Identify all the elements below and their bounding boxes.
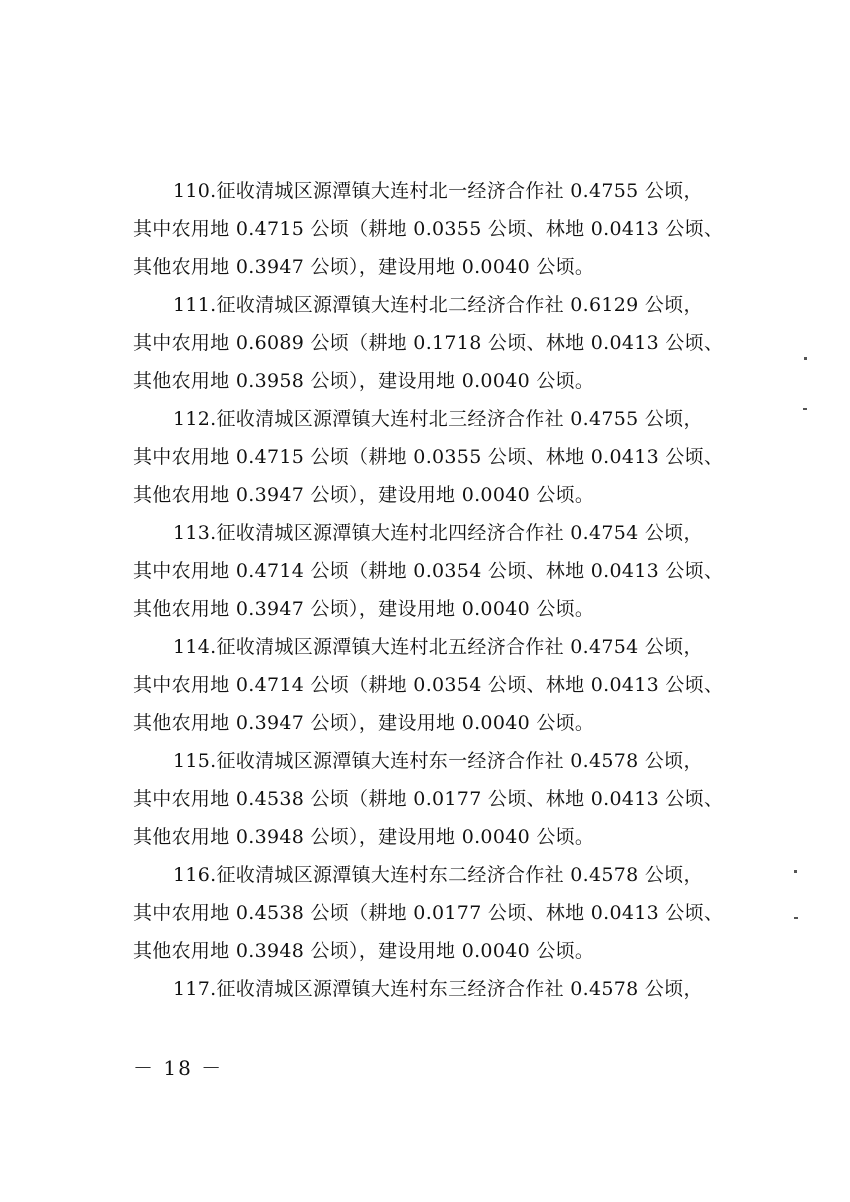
paragraph-line: 117.征收清城区源潭镇大连村东三经济合作社 0.4578 公顷， [173,978,703,1000]
scan-speck [804,357,807,360]
scan-speck [794,870,797,873]
paragraph-112 [133,400,723,514]
paragraph-line: 其他农用地 0.3947 公顷），建设用地 0.0040 公顷。 [133,598,595,620]
paragraph-line: 其中农用地 0.4538 公顷（耕地 0.0177 公顷、林地 0.0413 公顷、 [133,788,724,810]
paragraph-line: 其他农用地 0.3958 公顷），建设用地 0.0040 公顷。 [133,370,595,392]
page-number: － 18 － [133,1056,224,1080]
paragraph-line: 110.征收清城区源潭镇大连村北一经济合作社 0.4755 公顷， [173,180,703,202]
paragraph-line: 112.征收清城区源潭镇大连村北三经济合作社 0.4755 公顷， [173,408,703,430]
paragraph-111 [133,286,723,400]
scan-speck [794,917,798,919]
paragraph-110 [133,172,723,286]
paragraph-116 [133,856,723,970]
paragraph-117 [133,970,723,1008]
paragraph-line: 其他农用地 0.3947 公顷），建设用地 0.0040 公顷。 [133,484,595,506]
document-body [133,172,723,1008]
paragraph-line: 其中农用地 0.6089 公顷（耕地 0.1718 公顷、林地 0.0413 公顷、 [133,332,724,354]
paragraph-line: 115.征收清城区源潭镇大连村东一经济合作社 0.4578 公顷， [173,750,703,772]
paragraph-line: 其他农用地 0.3947 公顷），建设用地 0.0040 公顷。 [133,256,595,278]
paragraph-line: 其中农用地 0.4538 公顷（耕地 0.0177 公顷、林地 0.0413 公顷、 [133,902,724,924]
scan-speck [803,408,807,410]
paragraph-line: 其他农用地 0.3948 公顷），建设用地 0.0040 公顷。 [133,940,595,962]
paragraph-line: 其中农用地 0.4714 公顷（耕地 0.0354 公顷、林地 0.0413 公顷、 [133,674,724,696]
paragraph-line: 113.征收清城区源潭镇大连村北四经济合作社 0.4754 公顷， [173,522,703,544]
paragraph-line: 其他农用地 0.3948 公顷），建设用地 0.0040 公顷。 [133,826,595,848]
paragraph-115 [133,742,723,856]
paragraph-line: 其中农用地 0.4715 公顷（耕地 0.0355 公顷、林地 0.0413 公顷、 [133,218,724,240]
paragraph-line: 其中农用地 0.4714 公顷（耕地 0.0354 公顷、林地 0.0413 公顷、 [133,560,724,582]
paragraph-line: 111.征收清城区源潭镇大连村北二经济合作社 0.6129 公顷， [173,294,703,316]
paragraph-line: 114.征收清城区源潭镇大连村北五经济合作社 0.4754 公顷， [173,636,703,658]
paragraph-line: 116.征收清城区源潭镇大连村东二经济合作社 0.4578 公顷， [173,864,703,886]
paragraph-113 [133,514,723,628]
paragraph-line: 其中农用地 0.4715 公顷（耕地 0.0355 公顷、林地 0.0413 公顷、 [133,446,724,468]
paragraph-114 [133,628,723,742]
paragraph-line: 其他农用地 0.3947 公顷），建设用地 0.0040 公顷。 [133,712,595,734]
